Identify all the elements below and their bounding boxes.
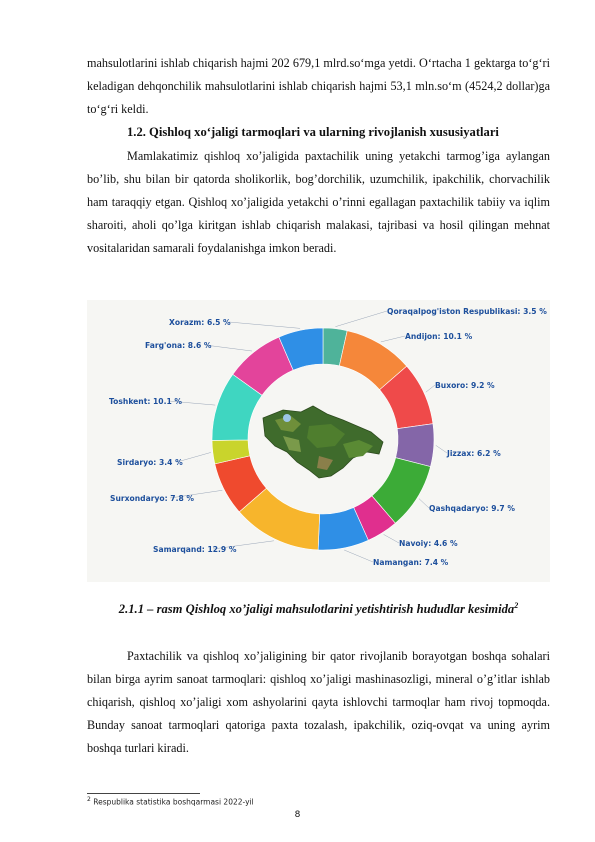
label-leader-4 <box>436 445 447 453</box>
label-leader-12 <box>205 345 252 351</box>
caption-text: 2.1.1 – rasm Qishloq xo’jaligi mahsulotlarini yetishtirish hududlar kesimida <box>118 602 515 617</box>
slice-label-3: Buxoro: 9.2 % <box>435 381 495 390</box>
footnote-divider <box>87 793 200 794</box>
label-leader-1 <box>335 311 387 327</box>
slice-label-11: Toshkent: 10.1 % <box>109 397 183 406</box>
uzbekistan-map-icon <box>263 406 383 478</box>
caption-footnote-ref: 2 <box>514 601 519 610</box>
regional-donut-chart <box>87 300 550 582</box>
slice-label-6: Navoiy: 4.6 % <box>399 539 458 548</box>
slice-label-10: Sirdaryo: 3.4 % <box>117 458 183 467</box>
footnote-ref: 2 <box>87 796 91 803</box>
label-leader-13 <box>229 322 300 328</box>
slice-label-7: Namangan: 7.4 % <box>373 558 449 567</box>
paragraph-cotton-growing: Mamlakatimiz qishloq xo’jaligida paxtachilik uning yetakchi tarmog’iga aylangan bo’lib, shu bilan bir qatorda sholikorlik, bog’dorchilik, uzumchilik, ipakchilik, chorvachilik ham taraqqiy etgan. Qishloq xo’jaligida yetakchi o’rinni egallagan paxtachilik tabiiy va iqlim sharoiti, aholi qo’lga kiritgan ishlab chiqarish malakasi, tajribasi va hosil qilingan mehnat vositalaridan samarali foydalanishga imkon beradi. <box>87 149 550 255</box>
section-heading: 1.2. Qishloq xo‘jaligi tarmoqlari va ularning rivojlanish xususiyatlari <box>127 125 499 139</box>
slice-label-8: Samarqand: 12.9 % <box>153 545 237 554</box>
footnote-text: Respublika statistika boshqarmasi 2022-yil <box>93 797 254 807</box>
slice-label-1: Qoraqalpog'iston Respublikasi: 3.5 % <box>387 307 547 316</box>
label-leader-7 <box>344 550 373 562</box>
slice-label-2: Andijon: 10.1 % <box>405 332 473 341</box>
footnote <box>87 796 254 807</box>
paragraph-industry: Paxtachilik va qishloq xo’jaligining bir qator rivojlanib borayotgan boshqa sohalari bilan birga ayrim sanoat tarmoqlari: qishloq xo’jaligi mashinasozligi, mineral o’g’itlar ishlab chiqarish, qishloq xo’jaligi xom ashyolarini qayta ishlovchi tarmoqlar ham rivoj topmoqda. Bunday sanoat tarmoqlari qatoriga paxta tozalash, ipakchilik, oziq-ovqat va uning ayrim boshqa turlari kiradi. <box>87 649 550 755</box>
label-leader-3 <box>426 385 435 392</box>
paragraph-production-volume: mahsulotlarini ishlab chiqarish hajmi 202 679,1 mlrd.so‘mga yetdi. O‘rtacha 1 gektarga to‘g‘ri keladigan dehqonchilik mahsulotlarini ishlab chiqarish hajmi 53,1 mln.so‘m (4524,2 dollar)ga to‘g‘ri keldi. <box>87 56 550 116</box>
label-leader-5 <box>419 499 429 508</box>
page-number: 8 <box>294 810 301 820</box>
label-leader-6 <box>384 534 399 543</box>
chart-svg <box>87 300 550 582</box>
slice-label-4: Jizzax: 6.2 % <box>447 449 501 458</box>
slice-label-12: Farg'ona: 8.6 % <box>145 341 212 350</box>
figure-caption <box>87 595 550 620</box>
slice-label-9: Surxondaryo: 7.8 % <box>110 494 194 503</box>
label-leader-2 <box>381 336 405 342</box>
slice-label-13: Xorazm: 6.5 % <box>169 318 231 327</box>
slice-label-5: Qashqadaryo: 9.7 % <box>429 504 515 513</box>
